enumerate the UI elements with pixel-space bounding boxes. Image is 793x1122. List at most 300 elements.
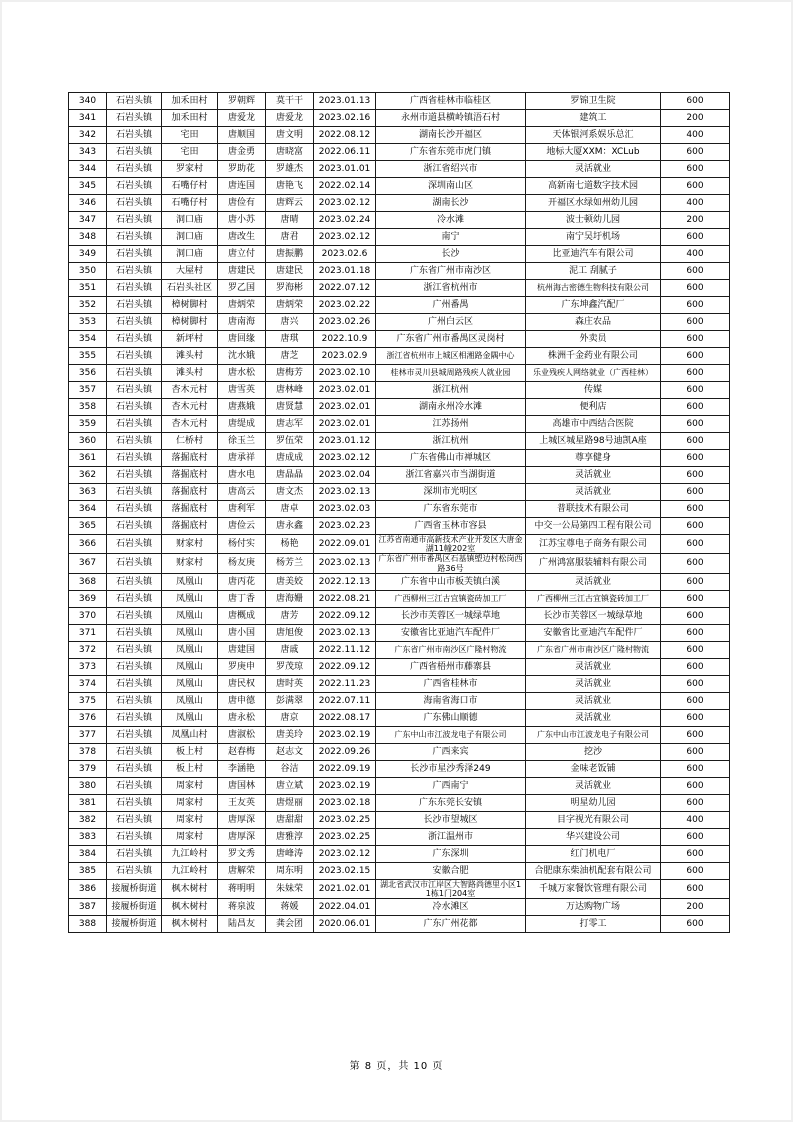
- table-cell: 376: [69, 709, 107, 726]
- table-cell: 石岩头镇: [107, 811, 162, 828]
- table-cell: 接履桥街道: [107, 879, 162, 898]
- table-row: [69, 297, 730, 314]
- table-cell: 600: [661, 144, 730, 161]
- table-cell: 石岩头镇: [107, 110, 162, 127]
- table-cell: 唐海姗: [266, 590, 314, 607]
- table-cell: 滩头村: [162, 365, 218, 382]
- table-cell: 广东中山市江波龙电子有限公司: [526, 726, 661, 743]
- table-cell: 广西柳州三江古宜镇瓷砖加工厂: [376, 590, 526, 607]
- table-row: [69, 899, 730, 916]
- table-cell: 2022.10.9: [314, 331, 376, 348]
- table-cell: 石岩头镇: [107, 399, 162, 416]
- table-cell: 唐缇成: [218, 416, 266, 433]
- table-cell: 2023.01.01: [314, 161, 376, 178]
- table-cell: 600: [661, 777, 730, 794]
- table-cell: 341: [69, 110, 107, 127]
- table-cell: 财家村: [162, 554, 218, 573]
- table-cell: 600: [661, 518, 730, 535]
- table-row: [69, 916, 730, 933]
- table-cell: 唐戚: [266, 641, 314, 658]
- table-cell: 浙江杭州: [376, 433, 526, 450]
- table-cell: 2023.02.12: [314, 450, 376, 467]
- table-cell: 广东省东莞市虎门镇: [376, 144, 526, 161]
- table-cell: 600: [661, 624, 730, 641]
- table-cell: 2023.02.25: [314, 828, 376, 845]
- table-cell: 唐民权: [218, 675, 266, 692]
- table-cell: 2022.06.11: [314, 144, 376, 161]
- table-cell: 安徽省比亚迪汽车配件厂: [376, 624, 526, 641]
- table-cell: 南宁: [376, 229, 526, 246]
- table-cell: 600: [661, 433, 730, 450]
- table-row: [69, 348, 730, 365]
- table-cell: 莫干干: [266, 93, 314, 110]
- table-cell: 355: [69, 348, 107, 365]
- table-cell: 唐兴: [266, 314, 314, 331]
- table-cell: 石岩头镇: [107, 484, 162, 501]
- table-cell: 600: [661, 794, 730, 811]
- table-cell: 唐晶晶: [266, 467, 314, 484]
- table-cell: 罗文秀: [218, 845, 266, 862]
- table-cell: 石岩头镇: [107, 794, 162, 811]
- table-cell: 广东中山市江波龙电子有限公司: [376, 726, 526, 743]
- table-cell: 600: [661, 501, 730, 518]
- table-row: [69, 450, 730, 467]
- table-cell: 罗助花: [218, 161, 266, 178]
- table-cell: 石岩头镇: [107, 675, 162, 692]
- table-cell: 600: [661, 399, 730, 416]
- table-cell: 洞口庙: [162, 229, 218, 246]
- table-cell: 石岩头镇: [107, 607, 162, 624]
- table-cell: 351: [69, 280, 107, 297]
- table-cell: 石岩头镇: [107, 862, 162, 879]
- table-cell: 600: [661, 280, 730, 297]
- table-row: [69, 229, 730, 246]
- table-cell: 348: [69, 229, 107, 246]
- table-cell: 唐雅淳: [266, 828, 314, 845]
- table-cell: 2022.09.12: [314, 607, 376, 624]
- table-cell: 石岩头镇: [107, 127, 162, 144]
- page-footer: 第 8 页，共 10 页: [349, 1061, 444, 1072]
- table-cell: 唐燕娥: [218, 399, 266, 416]
- table-row: [69, 845, 730, 862]
- table-cell: 2022.09.12: [314, 658, 376, 675]
- table-cell: 唐立付: [218, 246, 266, 263]
- table-cell: 广东深圳: [376, 845, 526, 862]
- table-cell: 高雄市中西结合医院: [526, 416, 661, 433]
- table-cell: 石岩头镇: [107, 144, 162, 161]
- table-cell: 石岩头镇: [107, 828, 162, 845]
- table-cell: 2022.09.01: [314, 535, 376, 554]
- table-cell: 600: [661, 862, 730, 879]
- table-cell: 杏木元村: [162, 382, 218, 399]
- table-cell: 罗锦卫生院: [526, 93, 661, 110]
- table-cell: 2022.02.14: [314, 178, 376, 195]
- table-cell: 大屋村: [162, 263, 218, 280]
- table-cell: 石岩头镇: [107, 280, 162, 297]
- table-cell: 382: [69, 811, 107, 828]
- table-cell: 600: [661, 161, 730, 178]
- records-table-body: [69, 93, 730, 933]
- table-cell: 石岩头镇: [107, 692, 162, 709]
- table-cell: 洞口庙: [162, 212, 218, 229]
- table-cell: 樟树脚村: [162, 297, 218, 314]
- table-cell: 347: [69, 212, 107, 229]
- table-cell: 唐南海: [218, 314, 266, 331]
- table-row: [69, 365, 730, 382]
- table-cell: 便利店: [526, 399, 661, 416]
- table-cell: 石岩头镇: [107, 314, 162, 331]
- table-cell: 2022.08.17: [314, 709, 376, 726]
- table-cell: 滩头村: [162, 348, 218, 365]
- table-cell: 371: [69, 624, 107, 641]
- table-cell: 广东省佛山市禅城区: [376, 450, 526, 467]
- table-cell: 明星幼儿园: [526, 794, 661, 811]
- table-cell: 石岩头镇: [107, 365, 162, 382]
- table-cell: 罗雄杰: [266, 161, 314, 178]
- table-cell: 蒋明明: [218, 879, 266, 898]
- table-cell: 长沙市芙蓉区一城绿草地: [376, 607, 526, 624]
- table-cell: 周家村: [162, 811, 218, 828]
- table-cell: 600: [661, 554, 730, 573]
- table-cell: 2022.12.13: [314, 573, 376, 590]
- table-cell: 2023.02.24: [314, 212, 376, 229]
- table-cell: 广东佛山顺德: [376, 709, 526, 726]
- table-cell: 2023.02.22: [314, 297, 376, 314]
- table-cell: 345: [69, 178, 107, 195]
- table-cell: 唐建民: [218, 263, 266, 280]
- table-row: [69, 607, 730, 624]
- table-cell: 深圳市光明区: [376, 484, 526, 501]
- table-cell: 罗海彬: [266, 280, 314, 297]
- table-cell: 600: [661, 641, 730, 658]
- table-cell: 江苏扬州: [376, 416, 526, 433]
- table-cell: 唐小国: [218, 624, 266, 641]
- table-cell: 363: [69, 484, 107, 501]
- table-cell: 600: [661, 845, 730, 862]
- table-cell: 李涵艳: [218, 760, 266, 777]
- table-cell: 352: [69, 297, 107, 314]
- table-cell: 周东明: [266, 862, 314, 879]
- table-cell: 凤凰山村: [162, 726, 218, 743]
- table-row: [69, 794, 730, 811]
- table-cell: 罗乙国: [218, 280, 266, 297]
- table-cell: 唐厚深: [218, 811, 266, 828]
- table-cell: 2022.09.19: [314, 760, 376, 777]
- table-cell: 石嘴仔村: [162, 178, 218, 195]
- table-cell: 600: [661, 916, 730, 933]
- table-cell: 南宁吴圩机场: [526, 229, 661, 246]
- table-cell: 唐申德: [218, 692, 266, 709]
- table-cell: 广西来宾: [376, 743, 526, 760]
- table-cell: 建筑工: [526, 110, 661, 127]
- table-row: [69, 590, 730, 607]
- table-cell: 罗茂琼: [266, 658, 314, 675]
- table-cell: 唐文杰: [266, 484, 314, 501]
- table-cell: 广西柳州三江古宜镇瓷砖加工厂: [526, 590, 661, 607]
- table-cell: 600: [661, 658, 730, 675]
- table-cell: 400: [661, 246, 730, 263]
- table-cell: 唐振鹏: [266, 246, 314, 263]
- table-cell: 江苏省南通市高新技术产业开发区大唐金湖11幢202室: [376, 535, 526, 554]
- table-row: [69, 573, 730, 590]
- table-cell: 彭满翠: [266, 692, 314, 709]
- table-cell: 368: [69, 573, 107, 590]
- table-cell: 200: [661, 899, 730, 916]
- table-row: [69, 212, 730, 229]
- table-cell: 唐炳荣: [218, 297, 266, 314]
- table-cell: 343: [69, 144, 107, 161]
- table-cell: 359: [69, 416, 107, 433]
- table-cell: 石岩头镇: [107, 777, 162, 794]
- table-cell: 唐旭俊: [266, 624, 314, 641]
- table-cell: 冷水滩区: [376, 899, 526, 916]
- table-cell: 2023.02.13: [314, 624, 376, 641]
- table-cell: 株洲千金药业有限公司: [526, 348, 661, 365]
- table-cell: 唐甜甜: [266, 811, 314, 828]
- table-cell: 落掘底村: [162, 518, 218, 535]
- table-cell: 安徽省比亚迪汽车配件厂: [526, 624, 661, 641]
- table-cell: 唐卓: [266, 501, 314, 518]
- table-cell: 200: [661, 110, 730, 127]
- table-cell: 600: [661, 573, 730, 590]
- table-row: [69, 331, 730, 348]
- table-cell: 唐改生: [218, 229, 266, 246]
- table-cell: 广东省中山市板芙镇白溪: [376, 573, 526, 590]
- table-row: [69, 879, 730, 898]
- table-cell: 华兴建设公司: [526, 828, 661, 845]
- table-cell: 湖北省武汉市江岸区大智路尚德里小区11栋1门204室: [376, 879, 526, 898]
- table-cell: 唐承祥: [218, 450, 266, 467]
- table-cell: 罗庚申: [218, 658, 266, 675]
- table-row: [69, 692, 730, 709]
- table-cell: 宅田: [162, 144, 218, 161]
- table-cell: 石岩头镇: [107, 331, 162, 348]
- table-cell: 高新南七道数字技术园: [526, 178, 661, 195]
- table-cell: 蒋媛: [266, 899, 314, 916]
- table-cell: 600: [661, 467, 730, 484]
- table-cell: 灵活就业: [526, 692, 661, 709]
- table-cell: 深圳南山区: [376, 178, 526, 195]
- table-cell: 广东省东莞市: [376, 501, 526, 518]
- table-cell: 379: [69, 760, 107, 777]
- table-cell: 金味老饭铺: [526, 760, 661, 777]
- table-cell: 600: [661, 314, 730, 331]
- table-cell: 362: [69, 467, 107, 484]
- table-cell: 600: [661, 879, 730, 898]
- table-cell: 346: [69, 195, 107, 212]
- table-cell: 落掘底村: [162, 450, 218, 467]
- table-row: [69, 760, 730, 777]
- table-cell: 广州鸿富服装辅料有限公司: [526, 554, 661, 573]
- table-cell: 365: [69, 518, 107, 535]
- table-cell: 366: [69, 535, 107, 554]
- table-cell: 石岩头社区: [162, 280, 218, 297]
- table-cell: 2022.07.11: [314, 692, 376, 709]
- table-cell: 杭州海古密德生物科技有限公司: [526, 280, 661, 297]
- table-cell: 唐成成: [266, 450, 314, 467]
- table-cell: 灵活就业: [526, 709, 661, 726]
- table-cell: 打零工: [526, 916, 661, 933]
- table-cell: 唐建国: [218, 641, 266, 658]
- table-row: [69, 178, 730, 195]
- table-cell: 石岩头镇: [107, 263, 162, 280]
- table-cell: 石岩头镇: [107, 416, 162, 433]
- table-cell: 2023.02.12: [314, 229, 376, 246]
- table-cell: 石岩头镇: [107, 348, 162, 365]
- table-cell: 唐芳: [266, 607, 314, 624]
- table-cell: 波士顿幼儿园: [526, 212, 661, 229]
- table-cell: 樟树脚村: [162, 314, 218, 331]
- table-cell: 灵活就业: [526, 161, 661, 178]
- table-cell: 石岩头镇: [107, 845, 162, 862]
- table-row: [69, 280, 730, 297]
- table-cell: 358: [69, 399, 107, 416]
- table-row: [69, 518, 730, 535]
- table-cell: 石岩头镇: [107, 433, 162, 450]
- table-cell: 唐君: [266, 229, 314, 246]
- table-cell: 广东省广州市南沙区广隆村物流: [376, 641, 526, 658]
- table-cell: 唐梅芳: [266, 365, 314, 382]
- table-cell: 朱妹荣: [266, 879, 314, 898]
- table-cell: 唐芝: [266, 348, 314, 365]
- table-cell: 浙江省绍兴市: [376, 161, 526, 178]
- table-cell: 361: [69, 450, 107, 467]
- table-cell: 板上村: [162, 760, 218, 777]
- table-cell: 周家村: [162, 777, 218, 794]
- table-cell: 浙江省嘉兴市当湖街道: [376, 467, 526, 484]
- table-cell: 广州白云区: [376, 314, 526, 331]
- table-cell: 罗伍荣: [266, 433, 314, 450]
- table-cell: 乐业残疾人网络就业（广西桂林）: [526, 365, 661, 382]
- table-row: [69, 641, 730, 658]
- table-cell: 徐玉兰: [218, 433, 266, 450]
- table-row: [69, 658, 730, 675]
- table-cell: 唐国林: [218, 777, 266, 794]
- table-cell: 浙江省杭州市上城区相湘路金隅中心: [376, 348, 526, 365]
- table-cell: 蒋泉波: [218, 899, 266, 916]
- table-cell: 2021.02.01: [314, 879, 376, 898]
- table-cell: 2023.02.01: [314, 416, 376, 433]
- table-cell: 广东省广州市南沙区广隆村物流: [526, 641, 661, 658]
- table-cell: 600: [661, 297, 730, 314]
- table-cell: 360: [69, 433, 107, 450]
- table-cell: 广西南宁: [376, 777, 526, 794]
- table-cell: 370: [69, 607, 107, 624]
- table-cell: 凤凰山: [162, 675, 218, 692]
- table-cell: 板上村: [162, 743, 218, 760]
- table-cell: 石岩头镇: [107, 501, 162, 518]
- table-cell: 九江岭村: [162, 845, 218, 862]
- table-cell: 接履桥街道: [107, 916, 162, 933]
- table-cell: 陆昌友: [218, 916, 266, 933]
- table-cell: 唐连国: [218, 178, 266, 195]
- table-cell: 唐辉云: [266, 195, 314, 212]
- table-cell: 600: [661, 93, 730, 110]
- table-row: [69, 263, 730, 280]
- table-cell: 2023.01.18: [314, 263, 376, 280]
- table-cell: 2023.01.13: [314, 93, 376, 110]
- table-cell: 2023.02.12: [314, 845, 376, 862]
- table-cell: 落掘底村: [162, 467, 218, 484]
- table-cell: 唐厚深: [218, 828, 266, 845]
- table-cell: 385: [69, 862, 107, 879]
- table-cell: 目字视光有限公司: [526, 811, 661, 828]
- table-cell: 红门机电厂: [526, 845, 661, 862]
- table-cell: 唐建民: [266, 263, 314, 280]
- table-cell: 唐琪: [266, 331, 314, 348]
- table-cell: 2022.08.21: [314, 590, 376, 607]
- table-cell: 2023.02.18: [314, 794, 376, 811]
- table-cell: 石岩头镇: [107, 93, 162, 110]
- table-row: [69, 467, 730, 484]
- table-cell: 唐艳飞: [266, 178, 314, 195]
- table-cell: 2023.01.12: [314, 433, 376, 450]
- table-cell: 383: [69, 828, 107, 845]
- table-cell: 600: [661, 178, 730, 195]
- table-cell: 375: [69, 692, 107, 709]
- table-cell: 2023.02.16: [314, 110, 376, 127]
- table-cell: 浙江温州市: [376, 828, 526, 845]
- table-cell: 唐水电: [218, 467, 266, 484]
- table-cell: 372: [69, 641, 107, 658]
- table-cell: 2020.06.01: [314, 916, 376, 933]
- table-cell: 海南省海口市: [376, 692, 526, 709]
- table-cell: 600: [661, 743, 730, 760]
- table-cell: 2023.02.01: [314, 399, 376, 416]
- table-cell: 广东坤鑫汽配厂: [526, 297, 661, 314]
- table-row: [69, 709, 730, 726]
- table-cell: 600: [661, 726, 730, 743]
- table-cell: 宅田: [162, 127, 218, 144]
- table-cell: 凤凰山: [162, 692, 218, 709]
- table-cell: 367: [69, 554, 107, 573]
- table-cell: 永州市道县横岭镇浯石村: [376, 110, 526, 127]
- table-cell: 唐高云: [218, 484, 266, 501]
- table-cell: 600: [661, 263, 730, 280]
- table-cell: 2023.02.9: [314, 348, 376, 365]
- table-cell: 384: [69, 845, 107, 862]
- table-cell: 广西省桂林市临桂区: [376, 93, 526, 110]
- table-cell: 石岩头镇: [107, 518, 162, 535]
- table-cell: 凤凰山: [162, 709, 218, 726]
- table-cell: 广东省广州市南沙区: [376, 263, 526, 280]
- table-cell: 杨艳: [266, 535, 314, 554]
- table-cell: 石岩头镇: [107, 195, 162, 212]
- table-cell: 唐解荣: [218, 862, 266, 879]
- table-cell: 灵活就业: [526, 658, 661, 675]
- table-cell: 石岩头镇: [107, 297, 162, 314]
- table-cell: 传媒: [526, 382, 661, 399]
- table-cell: 浙江省杭州市: [376, 280, 526, 297]
- table-cell: 地标大厦XXM：XCLub: [526, 144, 661, 161]
- table-cell: 600: [661, 450, 730, 467]
- table-cell: 长沙市星沙秀泽249: [376, 760, 526, 777]
- table-cell: 唐金勇: [218, 144, 266, 161]
- table-cell: 388: [69, 916, 107, 933]
- table-cell: 凤凰山: [162, 573, 218, 590]
- table-cell: 罗朝辉: [218, 93, 266, 110]
- table-cell: 344: [69, 161, 107, 178]
- table-cell: 开福区水绿如州幼儿园: [526, 195, 661, 212]
- table-cell: 龚会团: [266, 916, 314, 933]
- table-cell: 石岩头镇: [107, 726, 162, 743]
- table-row: [69, 675, 730, 692]
- table-cell: 财家村: [162, 535, 218, 554]
- table-cell: 杏木元村: [162, 399, 218, 416]
- table-cell: 387: [69, 899, 107, 916]
- table-cell: 赵春梅: [218, 743, 266, 760]
- table-row: [69, 314, 730, 331]
